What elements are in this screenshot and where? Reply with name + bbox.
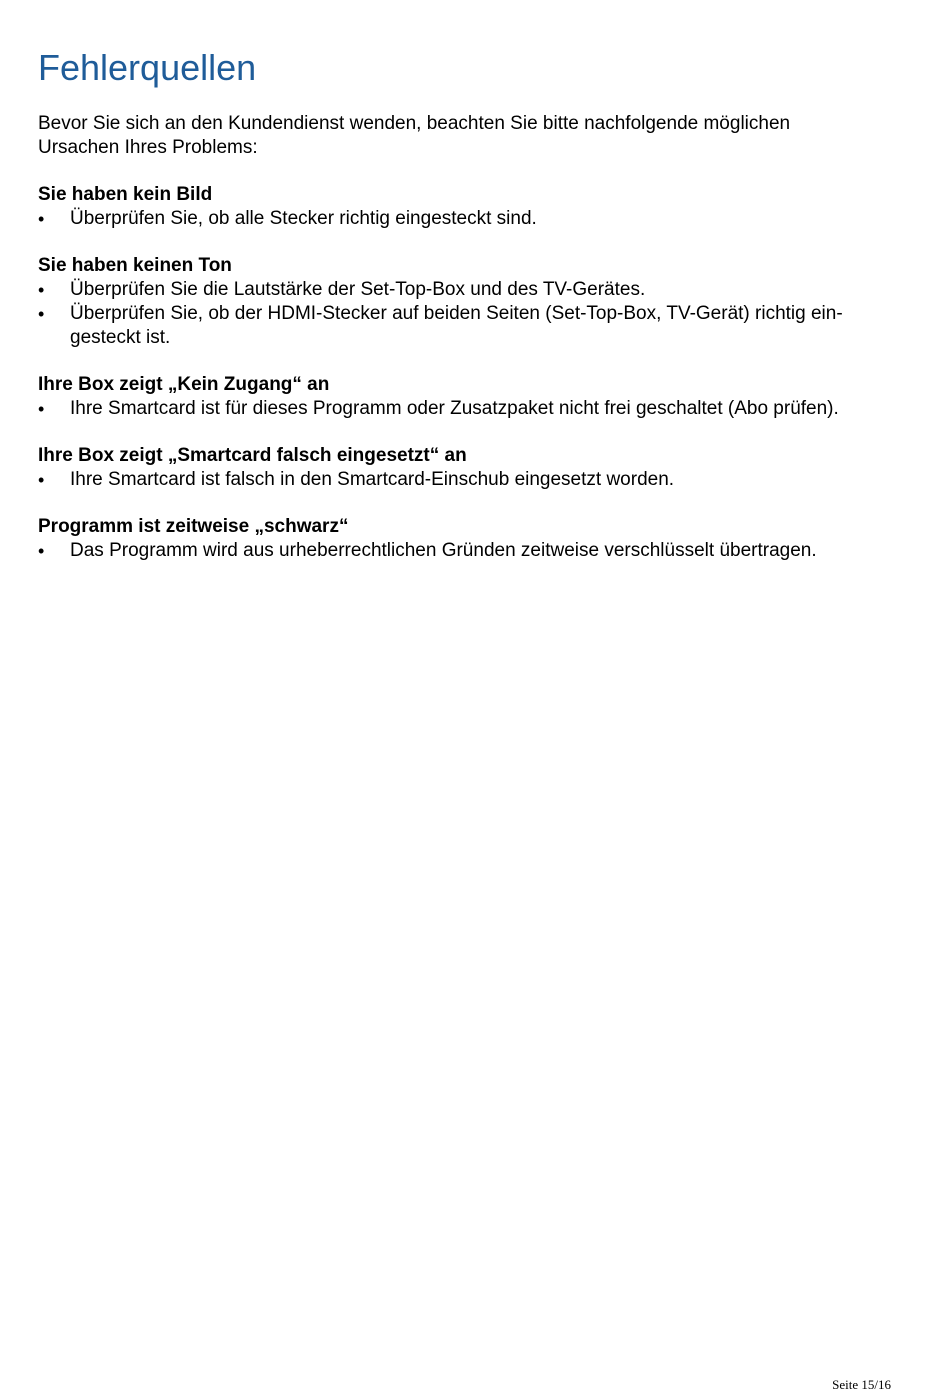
intro-paragraph: Bevor Sie sich an den Kundendienst wenden, beachten Sie bitte nachfolgende möglichen Ursachen Ihres Problems:: [38, 113, 791, 158]
document-page: [38, 44, 898, 563]
list-item: [38, 397, 898, 421]
bullet-list: [38, 207, 898, 231]
bullet-icon: •: [38, 470, 45, 490]
section-heading: Ihre Box zeigt „Kein Zugang“ an: [38, 374, 330, 395]
bullet-icon: •: [38, 209, 45, 229]
bullet-list: [38, 468, 898, 492]
section-no-sound: [38, 254, 898, 350]
bullet-icon: •: [38, 280, 45, 300]
list-item: [38, 278, 898, 302]
list-item: [38, 539, 898, 563]
list-item-text: Ihre Smartcard ist falsch in den Smartcard-Einschub eingesetzt worden.: [70, 469, 675, 490]
bullet-icon: •: [38, 304, 45, 324]
section-no-access: [38, 373, 898, 421]
section-heading: Programm ist zeitweise „schwarz“: [38, 516, 349, 537]
page-number: Seite 15/16: [832, 1377, 891, 1392]
section-heading: Sie haben kein Bild: [38, 184, 213, 205]
list-item: [38, 302, 898, 350]
section-smartcard-wrong: [38, 444, 898, 492]
list-item: [38, 468, 898, 492]
list-item-text: Das Programm wird aus urheberrechtlichen Gründen zeitweise verschlüsselt übertragen.: [70, 540, 817, 561]
list-item-text: Überprüfen Sie, ob der HDMI-Stecker auf beiden Seiten (Set-Top-Box, TV-Gerät) richtig ein- gesteckt ist.: [70, 303, 843, 348]
section-no-picture: [38, 183, 898, 231]
bullet-list: [38, 539, 898, 563]
list-item: [38, 207, 898, 231]
bullet-list: [38, 278, 898, 350]
section-heading: Sie haben keinen Ton: [38, 255, 232, 276]
bullet-icon: •: [38, 541, 45, 561]
section-program-black: [38, 515, 898, 563]
list-item-text: Überprüfen Sie, ob alle Stecker richtig eingesteckt sind.: [70, 208, 537, 229]
bullet-list: [38, 397, 898, 421]
page-title: Fehlerquellen: [38, 47, 257, 88]
list-item-text: Überprüfen Sie die Lautstärke der Set-Top-Box und des TV-Gerätes.: [70, 279, 646, 300]
list-item-text: Ihre Smartcard ist für dieses Programm oder Zusatzpaket nicht frei geschaltet (Abo prüfen).: [70, 398, 839, 419]
bullet-icon: •: [38, 399, 45, 419]
section-heading: Ihre Box zeigt „Smartcard falsch eingesetzt“ an: [38, 445, 467, 466]
